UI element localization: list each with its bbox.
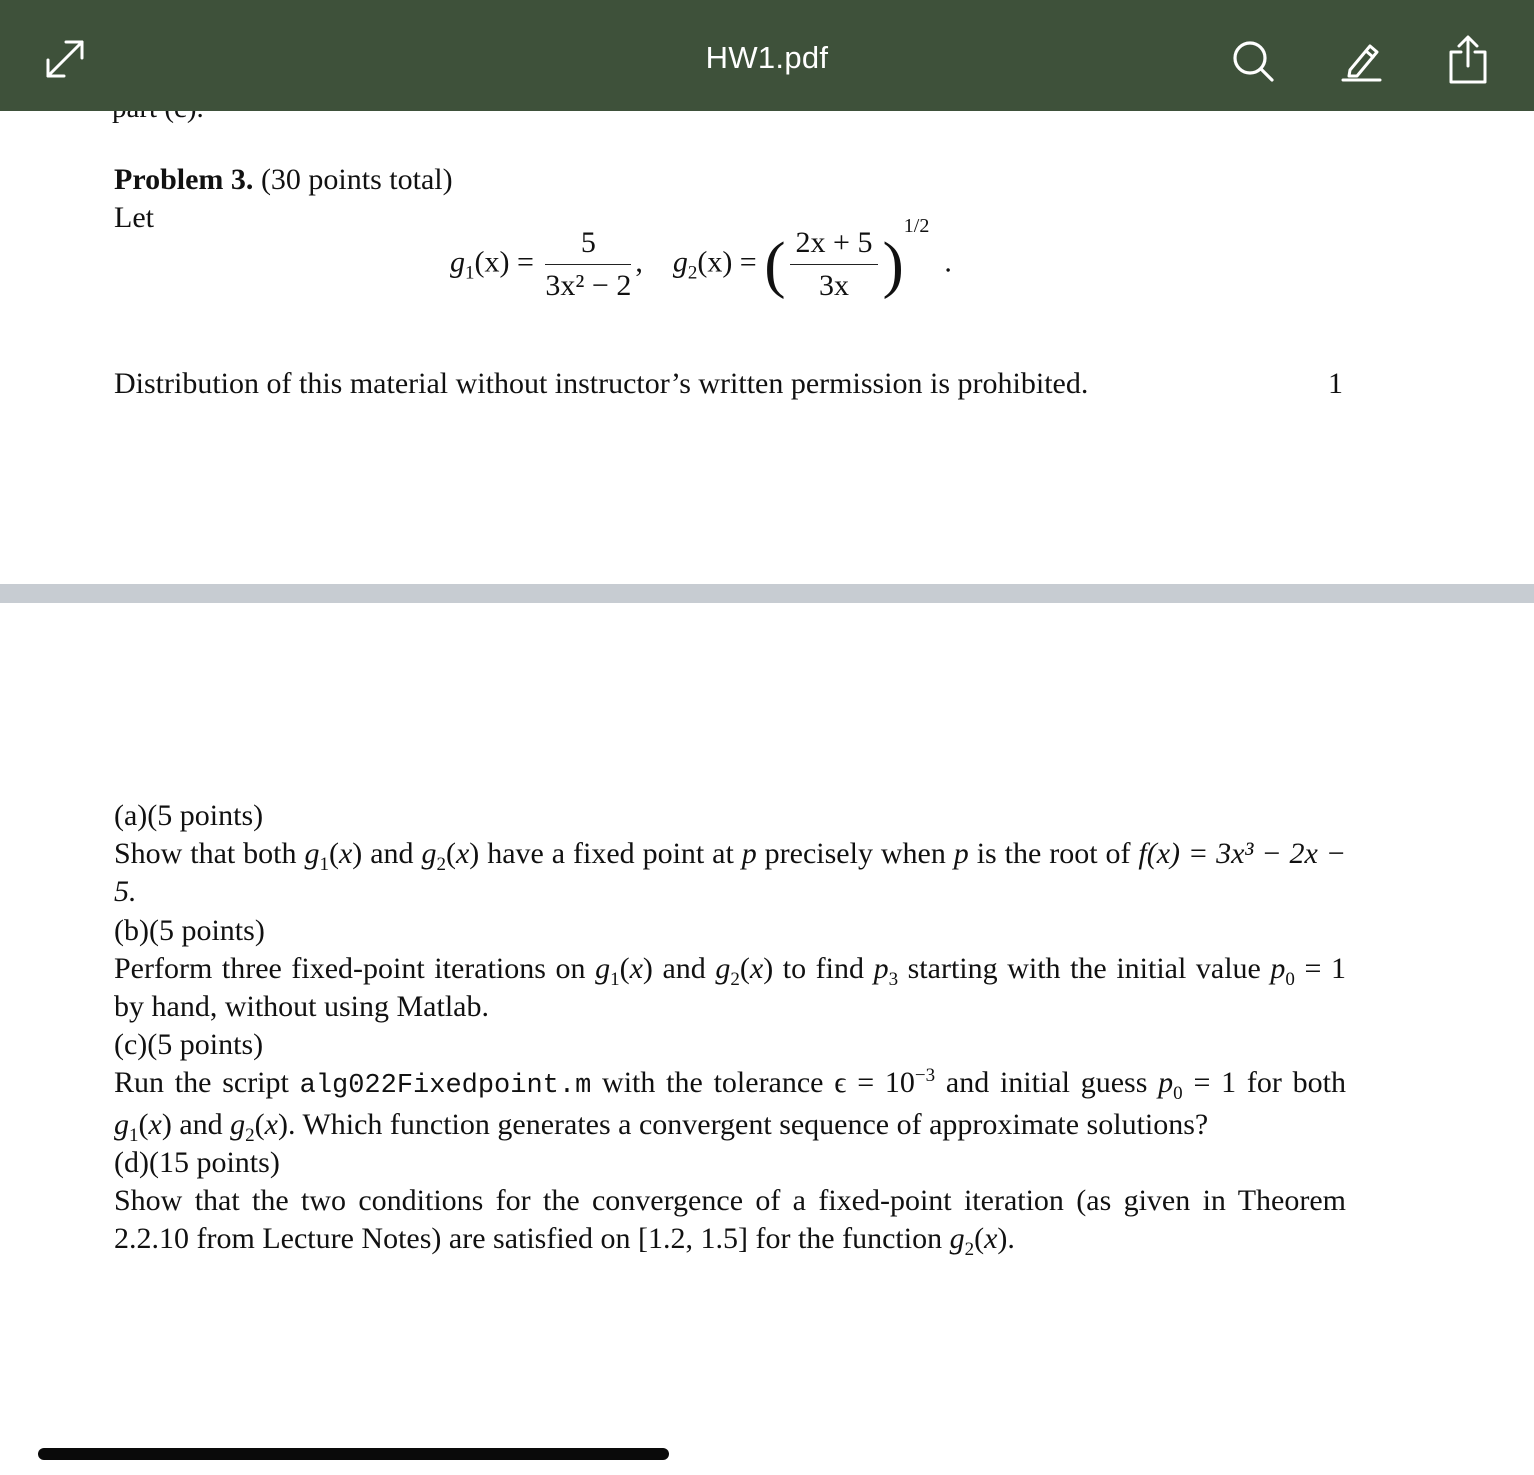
markup-pen-icon[interactable] — [1340, 38, 1384, 82]
part-c-heading: (c)(5 points) — [114, 1028, 264, 1062]
g1-subscript: 1 — [465, 262, 475, 284]
part-a-equation: f(x) = 3x³ − 2x − 5. — [114, 837, 1346, 909]
home-indicator[interactable] — [38, 1448, 669, 1460]
part-d-heading: (d)(15 points) — [114, 1145, 280, 1179]
g2-fraction — [790, 226, 879, 303]
document-title: HW1.pdf — [705, 40, 829, 75]
problem-parts — [114, 797, 1346, 1261]
part-a-heading: (a)(5 points) — [114, 799, 264, 832]
part-b-heading: (b)(5 points) — [114, 913, 265, 947]
page-separator — [0, 584, 1534, 603]
g1-symbol: g — [450, 245, 465, 279]
g2-denominator: 3x — [819, 269, 849, 302]
g2-subscript: 2 — [687, 262, 698, 284]
part-d-body: Show that the two conditions for the convergence of a fixed-point iteration (as given in Theorem 2.2.10 from Lecture Notes) are satisfied on [1.2, 1.5] for the function $g_2(x)$. — [114, 1184, 1346, 1261]
g2-symbol: g — [672, 245, 688, 279]
g1-numerator: 5 — [545, 226, 631, 265]
script-name: alg022Fixedpoint.m — [299, 1071, 592, 1102]
let-text: Let — [114, 201, 154, 234]
problem-points: (30 points total) — [260, 163, 453, 196]
g2-exponent: 1/2 — [903, 215, 930, 238]
g1-denominator: 3x² − 2 — [545, 269, 632, 302]
part-b-body: Perform three fixed-point iterations on $g_1(x)$ and $g_2(x)$ to find $p_3$ starting with the initial value $p_0 = 1$ by hand, without using Matlab. — [114, 951, 1346, 1024]
share-icon[interactable] — [1446, 34, 1490, 86]
part-c-body: Run the script alg022Fixedpoint.m with the tolerance $\epsilon = 10^{-3}$ and initial guess $p_0 = 1$ for both $g_1(x)$ and $g_2(x)$. Which function generates a convergent sequence of approximate solutions? — [114, 1065, 1346, 1146]
problem-heading-line — [114, 163, 453, 197]
top-toolbar — [0, 0, 1534, 111]
page-number: 1 — [1328, 367, 1343, 400]
g2-numerator: 2x + 5 — [790, 226, 879, 265]
g2-argument: (x) = — [697, 245, 757, 279]
equation-display: $g_1(x)$ = $\frac{5}{\text{3x² − 2}}$ , $g_2(x)$ = ( $\frac{2x + 5}{3x}$ )$^{1/2}$ . — [450, 215, 952, 302]
g1-fraction — [545, 226, 631, 303]
search-icon[interactable] — [1230, 38, 1276, 84]
problem-heading: Problem 3. — [114, 163, 254, 196]
part-a-body: Show that both $g_1(x)$ and $g_2(x)$ have a fixed point at p precisely when p is the root of f(x) = 3x³ − 2x − 5. — [114, 837, 1346, 909]
g1-argument: (x) = — [474, 245, 534, 279]
distribution-notice: Distribution of this material without instructor’s written permission is prohibited. — [114, 367, 1089, 400]
